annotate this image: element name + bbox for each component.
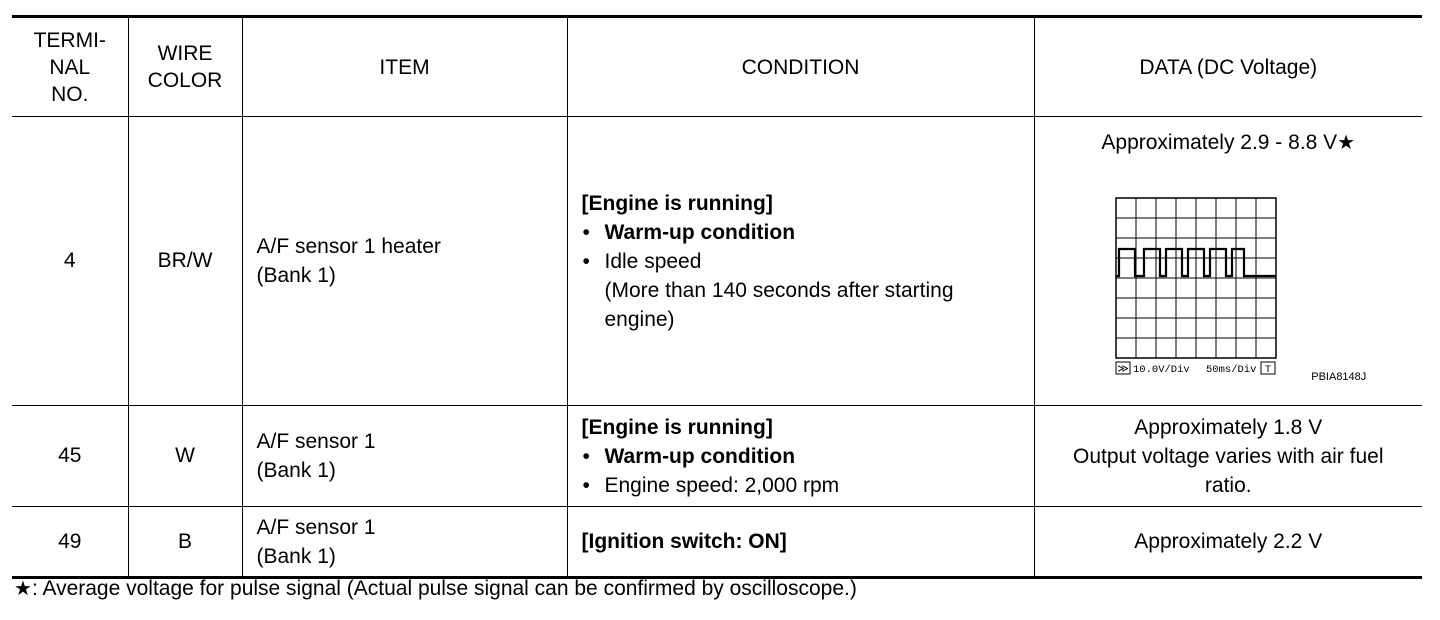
condition-continuation: (More than 140 seconds after starting <box>604 278 954 302</box>
data-value <box>1049 129 1409 157</box>
condition-heading: [Ignition switch: ON] <box>581 530 787 553</box>
data-note: Output voltage varies with air fuel <box>1073 444 1384 468</box>
condition-bullet: • Warm-up condition <box>582 442 1020 471</box>
data-cell <box>1034 507 1422 578</box>
header-terminal-no <box>12 17 128 117</box>
data-cell <box>1034 406 1422 507</box>
header-terminal-line1: TERMI- <box>33 28 106 52</box>
star-icon: ★ <box>14 578 32 600</box>
data-value: Approximately 2.2 V <box>1134 529 1323 553</box>
item-line: (Bank 1) <box>256 459 336 482</box>
wire-color: BR/W <box>128 117 242 406</box>
item-line: (Bank 1) <box>256 264 336 287</box>
condition-bullet: • Idle speed <box>582 247 1020 276</box>
header-terminal-line2: NAL <box>49 55 91 79</box>
table-row <box>12 117 1422 406</box>
condition-list <box>582 442 1020 500</box>
header-item: ITEM <box>242 17 567 117</box>
condition-bullet: • Engine speed: 2,000 rpm <box>582 471 1020 500</box>
header-terminal-line3: NO. <box>51 82 89 106</box>
condition-continuation: engine) <box>604 307 675 331</box>
figure-reference: PBIA8148J <box>1311 371 1367 383</box>
header-condition: CONDITION <box>567 17 1034 117</box>
scope-mode-right: T <box>1265 365 1272 376</box>
scope-mode-left-icon: ≫ <box>1117 364 1130 376</box>
data-value: Approximately 1.8 V <box>1134 415 1323 439</box>
item-cell <box>242 507 567 578</box>
condition-cell <box>567 406 1034 507</box>
star-icon: ★ <box>1337 132 1356 154</box>
header-wire-line1: WIRE <box>157 42 213 65</box>
scope-volt-div: 10.0V/Div <box>1133 364 1190 376</box>
scope-time-div: 50ms/Div <box>1206 364 1257 376</box>
wire-color: W <box>128 406 242 507</box>
data-note: ratio. <box>1204 473 1252 497</box>
oscilloscope-figure <box>1078 165 1378 405</box>
condition-list <box>582 218 1020 276</box>
data-cell <box>1034 117 1422 406</box>
oscilloscope-waveform <box>1078 165 1378 405</box>
terminal-number: 4 <box>12 117 128 406</box>
condition-bullet: • Warm-up condition <box>582 218 1020 247</box>
terminal-data-table <box>12 15 1422 579</box>
condition-cell <box>567 117 1034 406</box>
condition-heading: [Engine is running] <box>581 415 773 439</box>
table-row <box>12 406 1422 507</box>
item-cell <box>242 406 567 507</box>
item-line: A/F sensor 1 <box>256 515 376 539</box>
terminal-number: 49 <box>12 507 128 578</box>
header-wire-color <box>128 17 242 117</box>
condition-cell <box>567 507 1034 578</box>
wire-color: B <box>128 507 242 578</box>
data-value-text: Approximately 2.9 - 8.8 V <box>1101 131 1338 154</box>
item-line: A/F sensor 1 <box>256 430 376 453</box>
item-line: A/F sensor 1 heater <box>256 235 441 258</box>
terminal-number: 45 <box>12 406 128 507</box>
item-line: (Bank 1) <box>256 544 336 568</box>
header-wire-line2: COLOR <box>147 69 223 92</box>
condition-heading: [Engine is running] <box>581 191 773 215</box>
footnote-text: : Average voltage for pulse signal (Actual pulse signal can be confirmed by oscilloscope.) <box>31 577 857 600</box>
item-cell <box>242 117 567 406</box>
table-row <box>12 507 1422 578</box>
footnote <box>14 576 857 601</box>
header-row <box>12 17 1422 117</box>
header-data: DATA (DC Voltage) <box>1034 17 1422 117</box>
